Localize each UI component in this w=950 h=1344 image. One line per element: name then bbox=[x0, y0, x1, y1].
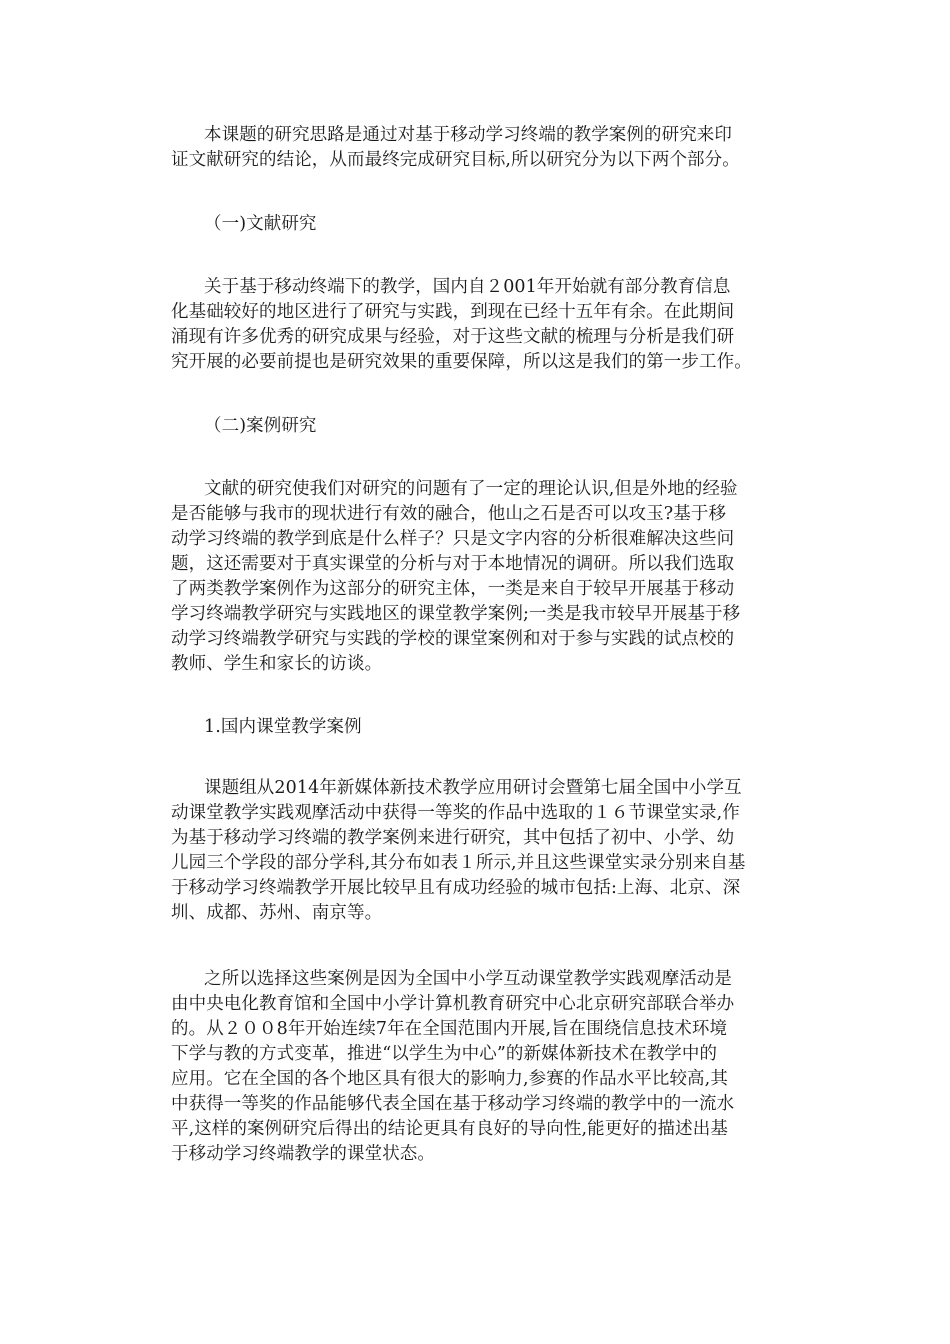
text-line: 下学与教的方式变革，推进“以学生为中心”的新媒体新技术在教学中的 bbox=[171, 1044, 718, 1064]
text-line: 题，这还需要对于真实课堂的分析与对于本地情况的调研。所以我们选取 bbox=[171, 554, 735, 574]
section-heading-domestic-cases: 1.国内课堂教学案例 bbox=[204, 717, 362, 737]
text-line: 本课题的研究思路是通过对基于移动学习终端的教学案例的研究来印 bbox=[204, 125, 732, 145]
text-line: 证文献研究的结论，从而最终完成研究目标,所以研究分为以下两个部分。 bbox=[171, 150, 740, 170]
text-line: 为基于移动学习终端的教学案例来进行研究，其中包括了初中、小学、幼 bbox=[171, 828, 735, 848]
text-line: 文献的研究使我们对研究的问题有了一定的理论认识,但是外地的经验 bbox=[204, 479, 738, 499]
text-line: 涌现有许多优秀的研究成果与经验，对于这些文献的梳理与分析是我们研 bbox=[171, 327, 735, 347]
paragraph-case-selection-reason bbox=[171, 967, 796, 1167]
paragraph-domestic-cases bbox=[171, 776, 796, 926]
section-heading-case-research: （二)案例研究 bbox=[204, 416, 317, 436]
paragraph-research-approach bbox=[171, 123, 796, 173]
text-line: 于移动学习终端教学的课堂状态。 bbox=[171, 1144, 435, 1164]
section-heading-literature-research: （一)文献研究 bbox=[204, 214, 317, 234]
text-line: 了两类教学案例作为这部分的研究主体，一类是来自于较早开展基于移动 bbox=[171, 579, 735, 599]
text-line: 课题组从2014年新媒体新技术教学应用研讨会暨第七届全国中小学互 bbox=[204, 778, 742, 798]
text-line: 化基础较好的地区进行了研究与实践，到现在已经十五年有余。在此期间 bbox=[171, 302, 735, 322]
text-line: 动学习终端的教学到底是什么样子？只是文字内容的分析很难解决这些问 bbox=[171, 529, 735, 549]
text-line: 学习终端教学研究与实践地区的课堂教学案例;一类是我市较早开展基于移 bbox=[171, 604, 741, 624]
text-line: 教师、学生和家长的访谈。 bbox=[171, 654, 383, 674]
text-line: 儿园三个学段的部分学科,其分布如表１所示,并且这些课堂实录分别来自基 bbox=[171, 853, 746, 873]
text-line: 动课堂教学实践观摩活动中获得一等奖的作品中选取的１６节课堂实录,作 bbox=[171, 803, 740, 823]
text-line: 中获得一等奖的作品能够代表全国在基于移动学习终端的教学中的一流水 bbox=[171, 1094, 735, 1114]
text-line: 于移动学习终端教学开展比较早且有成功经验的城市包括:上海、北京、深 bbox=[171, 878, 741, 898]
text-line: 是否能够与我市的现状进行有效的融合，他山之石是否可以攻玉?基于移 bbox=[171, 504, 727, 524]
text-line: 究开展的必要前提也是研究效果的重要保障，所以这是我们的第一步工作。 bbox=[171, 352, 752, 372]
text-line: 之所以选择这些案例是因为全国中小学互动课堂教学实践观摩活动是 bbox=[204, 969, 732, 989]
text-line: 的。从２００8年开始连续7年在全国范围内开展,旨在围绕信息技术环境 bbox=[171, 1019, 728, 1039]
paragraph-case-research bbox=[171, 477, 796, 677]
text-line: 动学习终端教学研究与实践的学校的课堂案例和对于参与实践的试点校的 bbox=[171, 629, 735, 649]
text-line: 圳、成都、苏州、南京等。 bbox=[171, 903, 383, 923]
paragraph-literature-research bbox=[171, 275, 796, 375]
text-line: 应用。它在全国的各个地区具有很大的影响力,参赛的作品水平比较高,其 bbox=[171, 1069, 728, 1089]
text-line: 由中央电化教育馆和全国中小学计算机教育研究中心北京研究部联合举办 bbox=[171, 994, 735, 1014]
text-line: 平,这样的案例研究后得出的结论更具有良好的导向性,能更好的描述出基 bbox=[171, 1119, 728, 1139]
text-line: 关于基于移动终端下的教学，国内自２001年开始就有部分教育信息 bbox=[204, 277, 731, 297]
